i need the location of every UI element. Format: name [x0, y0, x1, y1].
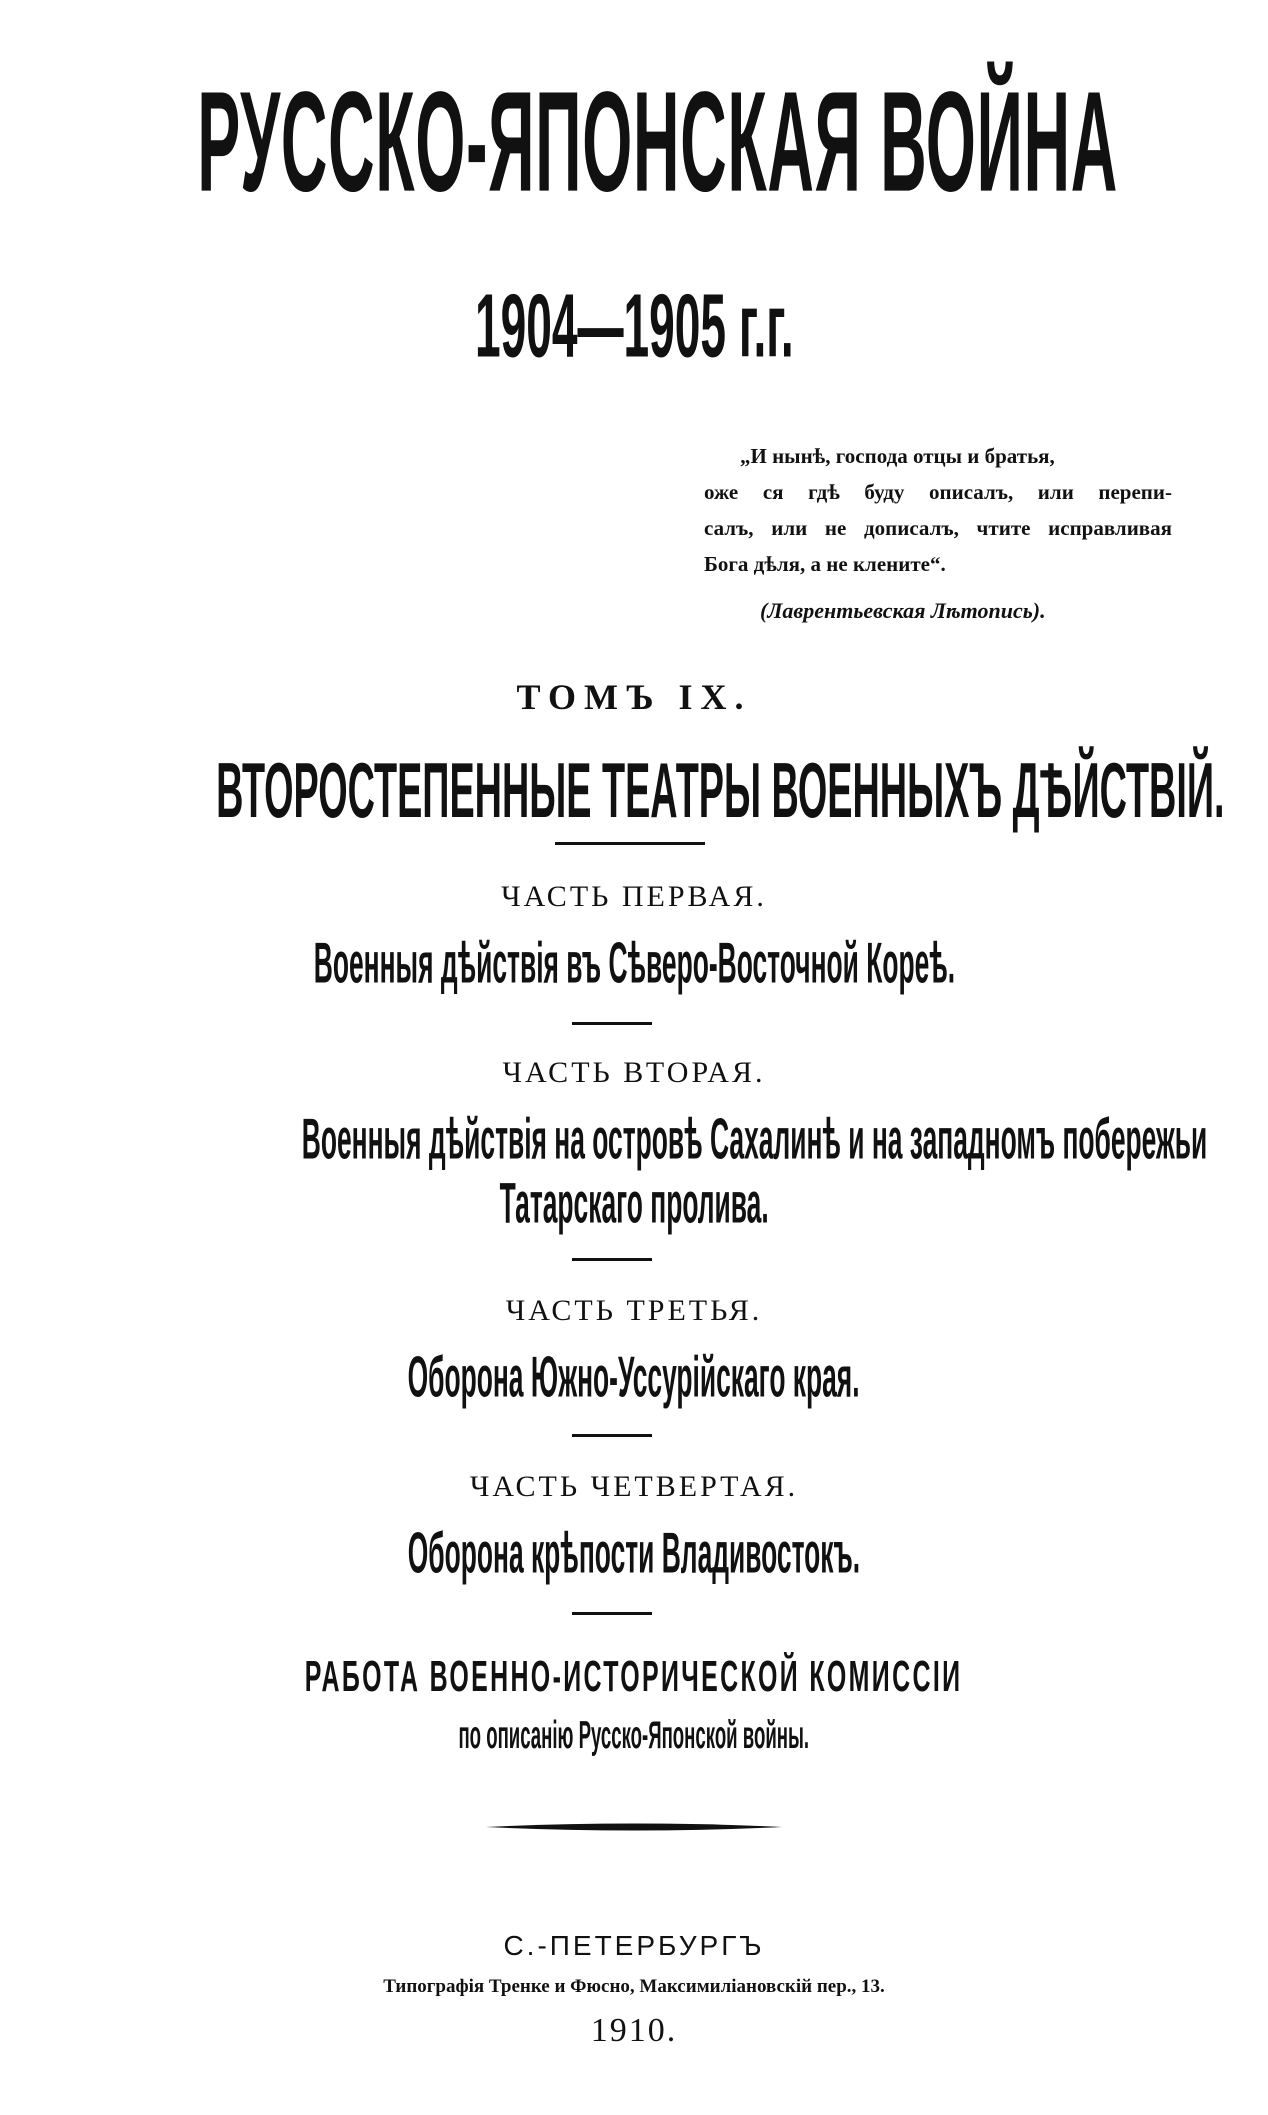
part-title-line: Татарскаго пролива.	[499, 1172, 769, 1236]
imprint-city: С.-ПЕТЕРБУРГЪ	[503, 1930, 765, 1961]
main-title-text: РУССКО-ЯПОНСКАЯ ВОЙНА	[197, 63, 1119, 222]
commission-title-text: РАБОТА ВОЕННО-ИСТОРИЧЕСКОЙ КОМИССІИ	[305, 1652, 963, 1701]
part-title-line: Военныя дѣйствія на островѣ Сахалинѣ и на западномъ побережьи	[301, 1108, 1208, 1172]
divider	[572, 1612, 652, 1615]
epigraph-line: оже ся гдѣ буду описалъ, или перепи-	[704, 480, 1172, 504]
part-label: ЧАСТЬ ПЕРВАЯ.	[501, 880, 767, 913]
commission-title	[0, 1652, 1268, 1701]
part-label: ЧАСТЬ ТРЕТЬЯ.	[505, 1294, 763, 1327]
part-title-line: Оборона крѣпости Владивостокъ.	[407, 1522, 861, 1586]
commission-subtitle	[0, 1714, 1268, 1757]
divider	[555, 842, 705, 845]
main-title	[0, 62, 1268, 222]
part-label: ЧАСТЬ ВТОРАЯ.	[502, 1056, 766, 1089]
epigraph-line: Бога дѣля, а не клените“.	[704, 552, 946, 576]
divider	[572, 1258, 652, 1261]
part-title-line: Оборона Южно-Уссурійскаго края.	[408, 1346, 860, 1410]
part-title	[0, 932, 1268, 996]
epigraph	[704, 438, 1172, 582]
epigraph-line: салъ, или не дописалъ, чтите исправливая	[704, 516, 1172, 540]
divider	[572, 1022, 652, 1025]
volume-number: ТОМЪ IX.	[516, 677, 752, 717]
years	[0, 274, 1268, 377]
part-title	[0, 1522, 1268, 1586]
part-title	[0, 1346, 1268, 1410]
imprint-year: 1910.	[590, 2012, 678, 2049]
years-text: 1904—1905 г.г.	[474, 275, 794, 377]
volume-subtitle	[0, 746, 1268, 835]
part-title	[0, 1172, 1268, 1236]
part-label: ЧАСТЬ ЧЕТВЕРТАЯ.	[469, 1470, 799, 1503]
part-title-line: Военныя дѣйствія въ Сѣверо-Восточной Кореѣ.	[313, 932, 955, 996]
part-title	[0, 1108, 1268, 1172]
commission-subtitle-text: по описанію Русско-Японской войны.	[458, 1714, 810, 1757]
epigraph-source: (Лаврентьевская Лѣтопись).	[760, 598, 1046, 623]
imprint-printer: Типографія Тренке и Фюсно, Максимиліановскій пер., 13.	[383, 1976, 885, 1997]
divider	[572, 1434, 652, 1437]
ornamental-rule	[484, 1820, 784, 1834]
epigraph-line: „И нынѣ, господа отцы и братья,	[740, 444, 1055, 468]
volume-subtitle-text: ВТОРОСТЕПЕННЫЕ ТЕАТРЫ ВОЕННЫХЪ ДѢЙСТВІЙ.	[216, 747, 1225, 835]
